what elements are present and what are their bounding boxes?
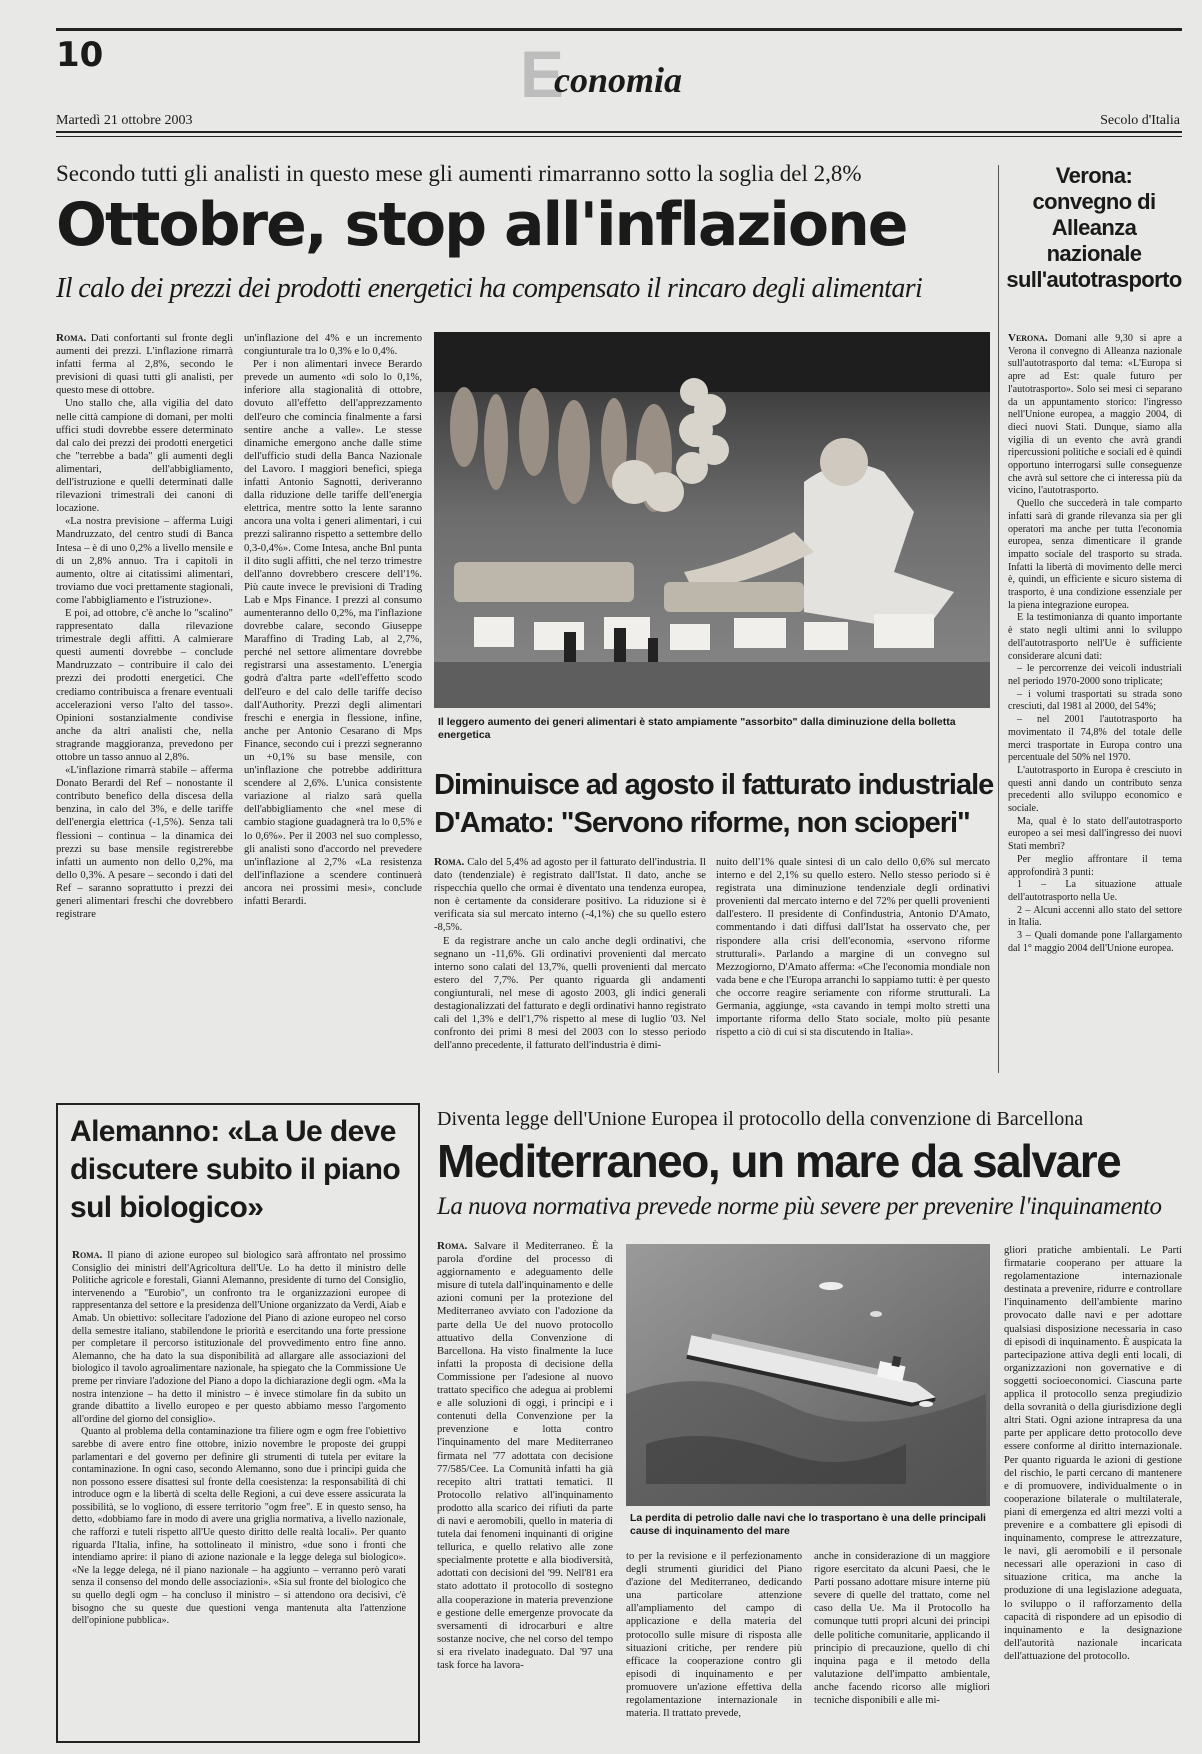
market-photo — [434, 332, 990, 708]
med-kicker: Diventa legge dell'Unione Europea il protocollo della convenzione di Barcellona — [437, 1108, 1084, 1130]
industry-title-line1: Diminuisce ad agosto il fatturato industriale — [434, 769, 994, 801]
lead-photo-caption: Il leggero aumento dei generi alimentari è stato ampiamente "assorbito" dalla diminuzione della bolletta energetica — [438, 716, 956, 741]
dateline: Roma. — [72, 1249, 103, 1261]
med-column-2: to per la revisione e il perfezionamento degli strumenti giuridici del Piano d'azione del Mediterraneo, dedicando una particolare attenzione all'ampliamento del campo di applicazione e della materia del protocollo sulle misure di risposta alle situazioni critiche, per rendere più efficace la cooperazione contro gli episodi di inquinamento e per promuovere un'azione effettiva della regolamentazione internazionale in materia. Il trattato prevede, — [626, 1551, 802, 1720]
tanker-ship-photo — [626, 1244, 990, 1506]
alemanno-body: Roma. Il piano di azione europeo sul biologico sarà affrontato nel prossimo Consiglio dei ministri dell'Agricoltura dell'Ue. Lo ha detto il ministro delle Politiche agricole e forestali, Gianni Alemanno, presidente di turno del Consiglio, intervenendo a "Eurobio", un confronto tra le organizzazioni europee di rappresentanza del settore e la presidenza dell'Unione organizzato da Verdi, Aiab e Amab. Un obiettivo: sollecitare l'adozione del Piano di azione europeo nel corso della semestre italiano, stabilendone le priorità e esercitando una forte pressione per completare il percorso istituzionale del provvedimento entro fine anno. Alemanno, che ha dato la sua disponibilità ad allargare alle associazioni del biologico il tavolo agroalimentare nazionale, ha spiegato che la Commissione Ue preme per rinviare l'adozione del Piano a dopo la dichiarazione degli ogm. «Ma la nostra intenzione – ha detto il ministro – è invece stimolare fin da subito un grande dibattito a livello europeo e per questo abbiamo messo l'argomento all'ordine del giorno del consiglio». Quanto al problema della contaminazione tra filiere ogm e ogm free l'obiettivo sarebbe di avere entro fine ottobre, inizio novembre le proposte dei gruppi parlamentari e del governo per definire gli strumenti di tutela per evitare la contaminazione. In ogni caso, secondo Alemanno, sono due i principi guida che non possono essere disattesi sul fronte della coesistenza: la responsabilità di chi introduce ogm e la libertà di scelta delle Regioni, a cui deve essere assicurata la possibilità, se lo vogliono, di essere territorio "ogm free". E in questo senso, ha detto, «dobbiamo fare in modo di avere una griglia normativa, a livello nazionale, che rafforzi e tuteli rispetto all'Ue questo diritto delle realtà locali». Per quanto riguarda l'Italia, infine, ha sottolineato il ministro, «due sono i fronti che intendiamo aprire: il piano di azione nazionale e la legge delega sul biologico». «Ne la legge delega, né il piano nazionale – ha aggiunto – verranno però varati senza il consenso del mondo delle associazioni». «Sia sul fronte del biologico che su quello degli ogm – ha concluso il ministro – si attendono ora decisivi, c'è bisogno che su queste due questioni venga mantenuta alta l'attenzione dell'opinione pubblica». — [72, 1249, 406, 1627]
section-initial: E — [520, 37, 565, 111]
med-column-4: gliori pratiche ambientali. Le Parti firmatarie cooperano per attuare la regolamentazione internazionale destinata a prevenire, ridurre e controllare l'inquinamento dell'ambiente marino provocato dalle navi e per adottare qualsiasi disposizione necessaria in caso di episodi di inquinamento. È auspicata la partecipazione attiva degli enti locali, di organizzazioni non governative e di soggetti socioeconomici. Ciascuna parte applica il protocollo senza pregiudizio della sovranità o della giurisdizione degli altri Stati. Ogni azione intrapresa da una parte per applicare detto protocollo deve essere conforme al diritto internazionale. Per quanto riguarda le azioni di gestione del rischio, le parti cercano di mantenere e di promuovere, individualmente o in cooperazione bilaterale o multilaterale, piani di emergenza ed altri mezzi volti a prevenire e a combattere gli episodi di inquinamento, comprese le attrezzature, le navi, gli aeromobili e il personale necessari alle operazioni in caso di situazione critica, ma anche la produzione di una legislazione adeguata, lo sviluppo o il rafforzamento della capacità di rispondere ad un episodio di inquinamento e la designazione dell'autorità nazionale incaricata dell'attuazione del protocollo. — [1004, 1245, 1182, 1662]
dateline: Verona. — [1008, 332, 1048, 344]
industry-column-1: Roma. Calo del 5,4% ad agosto per il fatturato dell'industria. Il dato (tendenziale) è registrato dall'Istat. Il dato, anche se rispecchia quello che ormai è diventato una tendenza europea, non è certamente da considerare positivo. La riduzione si è verificata sia sul mercato interno (-4,1%) che su quello estero -8,5%. E da registrare anche un calo anche degli ordinativi, che segnano un -11,6%. Gli ordinativi provenienti dal mercato interno sono calati del 13,7%, quelli provenienti dal mercato estero del 7,7%. Per quanto riguarda gli andamenti congiunturali, nel mese di agosto 2003, gli indici generali destagionalizzati del fatturato e degli ordinativi hanno registrato cali del 1,3% e dell'1,7% rispetto al mese di luglio '03. Nel confronto dei primi 8 mesi del 2003 con lo stesso periodo dell'anno precedente, il fatturato dell'industria è dimi- — [434, 856, 706, 1052]
lead-title: Ottobre, stop all'inflazione — [56, 190, 907, 260]
industry-title-line2: D'Amato: "Servono riforme, non scioperi" — [434, 807, 970, 839]
lead-column-1: Roma. Dati confortanti sul fronte degli aumenti dei prezzi. L'inflazione rimarrà infatti ferma al 2,8%, secondo le previsioni di quasi tutti gli analisti, per questo mese di ottobre. Uno stallo che, alla vigilia del dato nelle città campione di domani, per molti uffici studi dovrebbe essere determinato dal calo dei prezzi dei prodotti energetici che "terrebbe a bada" gli aumenti degli alimentari, dell'abbigliamento, dell'istruzione e quelli determinati dalle rilevazioni trimestrali dei canoni di locazione. «La nostra previsione – afferma Luigi Mandruzzato, del centro studi di Banca Intesa – è di uno 0,2% a livello mensile e di un 2,8% annuo. Tra i capitoli in aumento, oltre ai citatissimi alimentari, troviamo due voci prettamente stagionali, come l'abbigliamento e l'istruzione». E poi, ad ottobre, c'è anche lo "scalino" rappresentato dalla rilevazione trimestrale degli affitti. A calmierare questi aumenti dovrebbe – conclude Mandruzzato – contribuire il calo dei prezzi dei prodotti energetici. Che crediamo contribuisca a frenare eventuali accelerazioni verso l'alto del tasso». Opinioni sostanzialmente condivise anche da altri analisti che, nella stragrande maggioranza, prevedono per ottobre un tasso annuo al 2,8%. «L'inflazione rimarrà stabile – afferma Donato Berardi del Ref – nonostante il contributo benefico della discesa della benzina, in calo del 3%, e delle tariffe dell'energia elettrica (-1,5%). Senza tali flessioni – continua – la dinamica dei prezzi su base mensile registrerebbe infatti un aumento non dello 0,2%, ma dello 0,3%. A pesare – secondo i dati del Ref – saranno soprattutto i prezzi dei generi alimentari freschi che dovrebbero registrare — [56, 332, 233, 921]
med-column-1: Roma. Salvare il Mediterraneo. È la parola d'ordine del processo di aggiornamento e adeguamento delle misure di tutela dall'inquinamento e delle azioni comuni per la protezione del Mediterraneo avviato con l'adozione da parte della Ue del nuovo protocollo attuativo della Convenzione di Barcellona. Ha visto finalmente la luce infatti la proposta di decisione della Commissione per l'adesione al nuovo trattato specifico che adegua ai problemi e alle soluzioni di oggi, i principi e i contenuti della Convenzione per la prevenzione e lotta contro l'inquinamento del mare Mediterraneo firmata nel '77 adottata con decisione 77/585/Cee. La Comunità infatti ha già recepito altri trattati tematici. Il Protocollo relativo all'inquinamento prodotto alla scarico dei rifiuti da parte di navi e aeromobili, quello in materia di tutela dai fenomeni inquinanti di origine tellurica, e quello relativo alle zone specialmente protette e alla biodiversità, adottati con decisioni del '99. Nell'81 era stato adottato il protocollo di sostegno alla cooperazione in materia prevenzione e gestione delle emergenze provocate da sversamenti di idrocarburi e altre sostanze nocive, che nel corso del tempo si era rivelato inadeguato. Dal '97 una task force ha lavora- — [437, 1240, 613, 1671]
alemanno-box — [56, 1103, 420, 1743]
top-rule — [56, 28, 1182, 31]
verona-title: Verona: convegno di Alleanza nazionale sull'autotrasporto — [1006, 163, 1182, 292]
industry-column-2: nuito dell'1% quale sintesi di un calo dello 0,6% sul mercato interno e del 2,1% su quello estero. Nello stesso periodo si è registrata una diminuzione tendenziale degli ordinativi provenienti dal mercato interno e del 72% per quelli provenienti dall'estero. Il presidente di Confindustria, Antonio D'Amato, commentando i dati diffusi dall'Istat ha osservato che, per rispondere alla crisi dell'economia, «servono riforme strutturali». Parlando a margine di un convegno sul Mezzogiorno, D'Amato afferma: «Che l'economia mondiale non vada bene e che l'Europa arranchi lo sappiamo tutti: è per questo che occorre reagire seriamente con riforme strutturali. La Germania, aggiunge, «sta cavando in tempi molto stretti una importante riforma dello Stato sociale, molto più pesante rispetto a ciò di cui si sta discutendo in Italia». — [716, 857, 990, 1039]
issue-date: Martedì 21 ottobre 2003 — [56, 113, 193, 128]
med-column-3: anche in considerazione di un maggiore rigore esercitato da alcuni Paesi, che le Parti possano adottare misure interne più severe di quelle del trattato, come nel caso della Ue. Ma il Protocollo ha comunque tutti propri alcuni dei principi delle politiche comunitarie, applicando il principio di precauzione, quello di chi inquina paga e il metodo della valutazione dell'impatto ambientale, anche facendo ricorso alle migliori tecniche disponibili e alle mi- — [814, 1551, 990, 1707]
dateline: Roma. — [56, 332, 87, 344]
masthead-rule — [56, 131, 1182, 133]
med-photo-caption: La perdita di petrolio dalle navi che lo trasportano è una delle principali cause di inquinamento del mare — [630, 1512, 986, 1537]
newspaper-name: Secolo d'Italia — [1100, 113, 1180, 128]
med-title: Mediterraneo, un mare da salvare — [437, 1135, 1121, 1187]
alemanno-title: Alemanno: «La Ue deve discutere subito il piano sul biologico» — [70, 1115, 401, 1224]
masthead-rule-thin — [56, 136, 1182, 137]
dateline: Roma. — [437, 1240, 468, 1252]
lead-subtitle: Il calo dei prezzi dei prodotti energetici ha compensato il rincaro degli alimentari — [56, 273, 923, 304]
verona-body: Verona. Domani alle 9,30 si apre a Verona il convegno di Alleanza nazionale sull'autotrasporto dal tema: «L'Europa si apre ad Est: quale futuro per l'autotrasporto». Solo sei mesi ci separano da un appuntamento storico: l'ingresso nell'Unione europea, a maggio 2004, di dieci nuovi Stati. Dunque, siamo alla vigilia di un evento che avrà grandi ripercussioni politiche e sociali ed è quindi opportuno interrogarsi sulle conseguenze che avrà sul settore che ci interessa più da vicino, l'autotrasporto. Quello che succederà in tale comparto infatti sarà di grande rilevanza sia per gli operatori ma anche per tutta l'economia europea, senza dimenticare il grande impatto sociale del trasporto su strada. Infatti la libertà di movimento delle merci è, quindi, un efficiente e sicuro sistema di trasporto, è una condizione essenziale per la piena integrazione europea. E la testimonianza di quanto importante è stato negli ultimi anni lo sviluppo dell'autotrasporto nell'Ue è sufficiente considerare alcuni dati: – le percorrenze dei veicoli industriali nel periodo 1970-2000 sono triplicate; – i volumi trasportati su strada sono cresciuti, dal 1981 al 2000, del 54%; – nel 2001 l'autotrasporto ha movimentato il 74,8% del totale delle merci trasportate in Europa contro una percentuale del 50% nel 1970. L'autotrasporto in Europa è cresciuto in questi anni dando un contributo senza precedenti allo sviluppo economico e sociale. Ma, qual è lo stato dell'autotrasporto europeo a sei mesi dall'ingresso dei nuovi Stati membri? Per meglio affrontare il tema approfondirà 3 punti: 1 – La situazione attuale dell'autotrasporto nella Ue. 2 – Alcuni accenni allo stato del settore in Italia. 3 – Quali domande pone l'allargamento dal 1° maggio 2004 dell'Unione europea. — [1008, 332, 1182, 954]
sidebar-divider — [998, 165, 999, 1073]
lead-column-2: un'inflazione del 4% e un incremento congiunturale tra lo 0,3% e lo 0,4%. Per i non alimentari invece Berardo prevede un aumento «di solo lo 0,1%, inferiore alla stagionalità di ottobre, dovuto all'effetto dell'apprezzamento dell'euro che comincia finalmente a farsi sentire anche a valle». Le stesse dinamiche emergono anche dalle stime dell'ufficio studi della Banca Nazionale del Lavoro. I maggiori benefici, spiega infatti Antonio Sagnotti, deriveranno dalla riduzione delle tariffe dell'energia elettrica, mentre sotto la lente saranno ancora una volta i generi alimentari, i cui prezzi saliranno rispetto a settembre dello 0,3-0,4%». Come Intesa, anche Bnl punta il dito sugli affitti, che nel terzo trimestre dell'anno dovrebbero crescere dell'1%. Più caute invece le previsioni di Trading Lab e Mps Finance. I prezzi al consumo aumenteranno dello 0,2%, ma l'inflazione dovrebbe calare, secondo Giuseppe Maraffino di Trading Lab, al 2,7%, perché nel settore alimentare dovrebbe registrarsi una assestamento. L'energia godrà d'altra parte «dell'effetto scodo dell'euro e del calo delle tariffe deciso dall'Authority. Prezzi degli alimentari freschi e energia in flessione, infine, anche per Antonio Cesarano di Mps Finance, secondo cui i prezzi segneranno un +0,1% su base mensile, con un'inflazione che potrebbe addirittura scendere al 2,6%. L'unica consistente variazione al rialzo sarà quella dell'abbigliamento che «nel mese di cambio stagione guadagnerà tra lo 0,5% e lo 0,6%». Per il 2003 nel suo complesso, gli analisti sono d'accordo nel prevedere un'inflazione al 2,7% «La resistenza dell'inflazione a scendere continuerà ancora nei prossimi mesi», conclude infatti Berardi. — [244, 333, 422, 908]
dateline: Roma. — [434, 856, 465, 868]
page-number: 10 — [56, 35, 104, 75]
lead-kicker: Secondo tutti gli analisti in questo mese gli aumenti rimarranno sotto la soglia del 2,8% — [56, 161, 862, 186]
med-subtitle: La nuova normativa prevede norme più severe per prevenire l'inquinamento — [437, 1193, 1162, 1220]
section-rest: conomia — [554, 60, 683, 100]
